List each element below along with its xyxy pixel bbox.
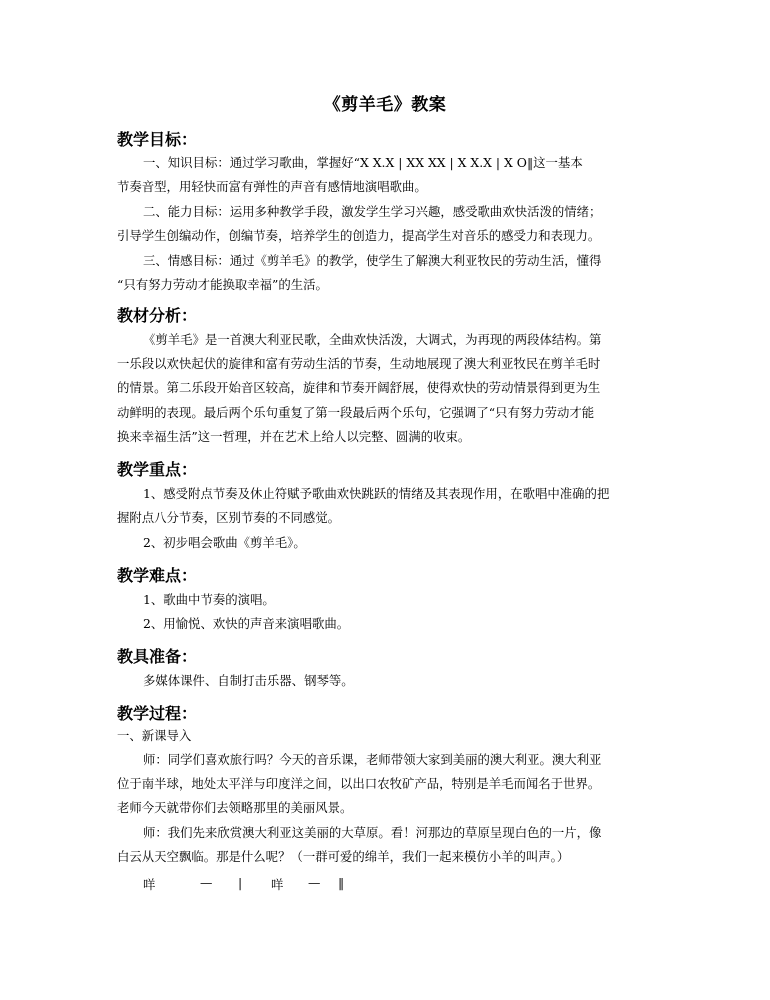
analysis-paragraph [117,328,657,449]
text-line: 节奏音型，用轻快而富有弹性的声音有感情地演唱歌曲。 [117,179,427,195]
materials-paragraph: 多媒体课件、自制打击乐器、钢琴等。 [143,673,354,688]
process-paragraph-2 [117,821,657,869]
rhythm-notation [143,875,443,895]
text-line: 一、知识目标：通过学习歌曲，掌握好“X X.X | XX XX | X X.X | X O‖这一基本 [143,155,583,170]
section-heading-analysis: 教材分析： [117,306,198,325]
text-line: 动鲜明的表现。最后两个乐句重复了第一段最后两个乐句，它强调了“只有努力劳动才能 [117,404,595,420]
document-title: 《剪羊毛》教案 [323,95,447,115]
text-line: 位于南半球，地处太平洋与印度洋之间，以出口农牧矿产品，特别是羊毛而闻名于世界。 [117,776,601,792]
difficulties-item-2: 2、用愉悦、欢快的声音来演唱歌曲。 [143,616,350,631]
text-line: 白云从天空飘临。那是什么呢？（一群可爱的绵羊，我们一起来模仿小羊的叫声。） [117,849,570,865]
text-line: 师：我们先来欣赏澳大利亚这美丽的大草原。看！河那边的草原呈现白色的一片，像 [143,825,602,840]
text-line: 换来幸福生活”这一哲理，并在艺术上给人以完整、圆满的收束。 [117,428,471,444]
text-line: 师：同学们喜欢旅行吗？今天的音乐课，老师带领大家到美丽的澳大利亚。澳大利亚 [143,752,602,767]
section-heading-objectives: 教学目标： [117,130,198,149]
rhythm-syllable: 咩 [143,877,156,892]
keypoints-paragraph-2: 2、初步唱会歌曲《剪羊毛》。 [143,535,306,550]
difficulties-item-1: 1、歌曲中节奏的演唱。 [143,592,275,607]
text-line: 引导学生创编动作，创编节奏，培养学生的创造力，提高学生对音乐的感受力和表现力。 [117,228,601,244]
text-line: 二、能力目标：运用多种教学手段，激发学生学习兴趣，感受歌曲欢快活泼的情绪； [143,204,602,219]
rhythm-syllable: 咩 [271,877,284,892]
objectives-paragraph-knowledge [117,151,657,199]
rhythm-dash: — [200,875,213,890]
text-line: 《剪羊毛》是一首澳大利亚民歌，全曲欢快活泼，大调式，为再现的两段体结构。第 [143,332,602,347]
text-line: 握附点八分节奏，区别节奏的不同感觉。 [117,510,341,526]
process-paragraph-1 [117,748,657,821]
rhythm-barline: | [238,875,243,890]
rhythm-dash: — [308,875,321,890]
text-line: 老师今天就带你们去领略那里的美丽风景。 [117,800,353,816]
rhythm-double-barline: ‖ [338,875,345,890]
objectives-paragraph-ability [117,200,657,248]
section-heading-difficulties: 教学难点： [117,566,198,585]
text-line: 三、情感目标：通过《剪羊毛》的教学，使学生了解澳大利亚牧民的劳动生活，懂得 [143,253,602,268]
section-heading-materials: 教具准备： [117,647,198,666]
text-line: 的情景。第二乐段开始音区较高，旋律和节奏开阔舒展，使得欢快的劳动情景得到更为生 [117,380,601,396]
text-line: “只有努力劳动才能换取幸福”的生活。 [117,277,328,293]
text-line: 1、感受附点节奏及休止符赋予歌曲欢快跳跃的情绪及其表现作用，在歌唱中准确的把 [143,486,610,501]
keypoints-paragraph-1 [117,482,657,530]
section-heading-keypoints: 教学重点： [117,460,198,479]
process-subheading-intro: 一、新课导入 [117,728,192,743]
objectives-paragraph-emotion [117,249,657,297]
text-line: 一乐段以欢快起伏的旋律和富有劳动生活的节奏，生动地展现了澳大利亚牧民在剪羊毛时 [117,356,601,372]
section-heading-process: 教学过程： [117,704,198,723]
